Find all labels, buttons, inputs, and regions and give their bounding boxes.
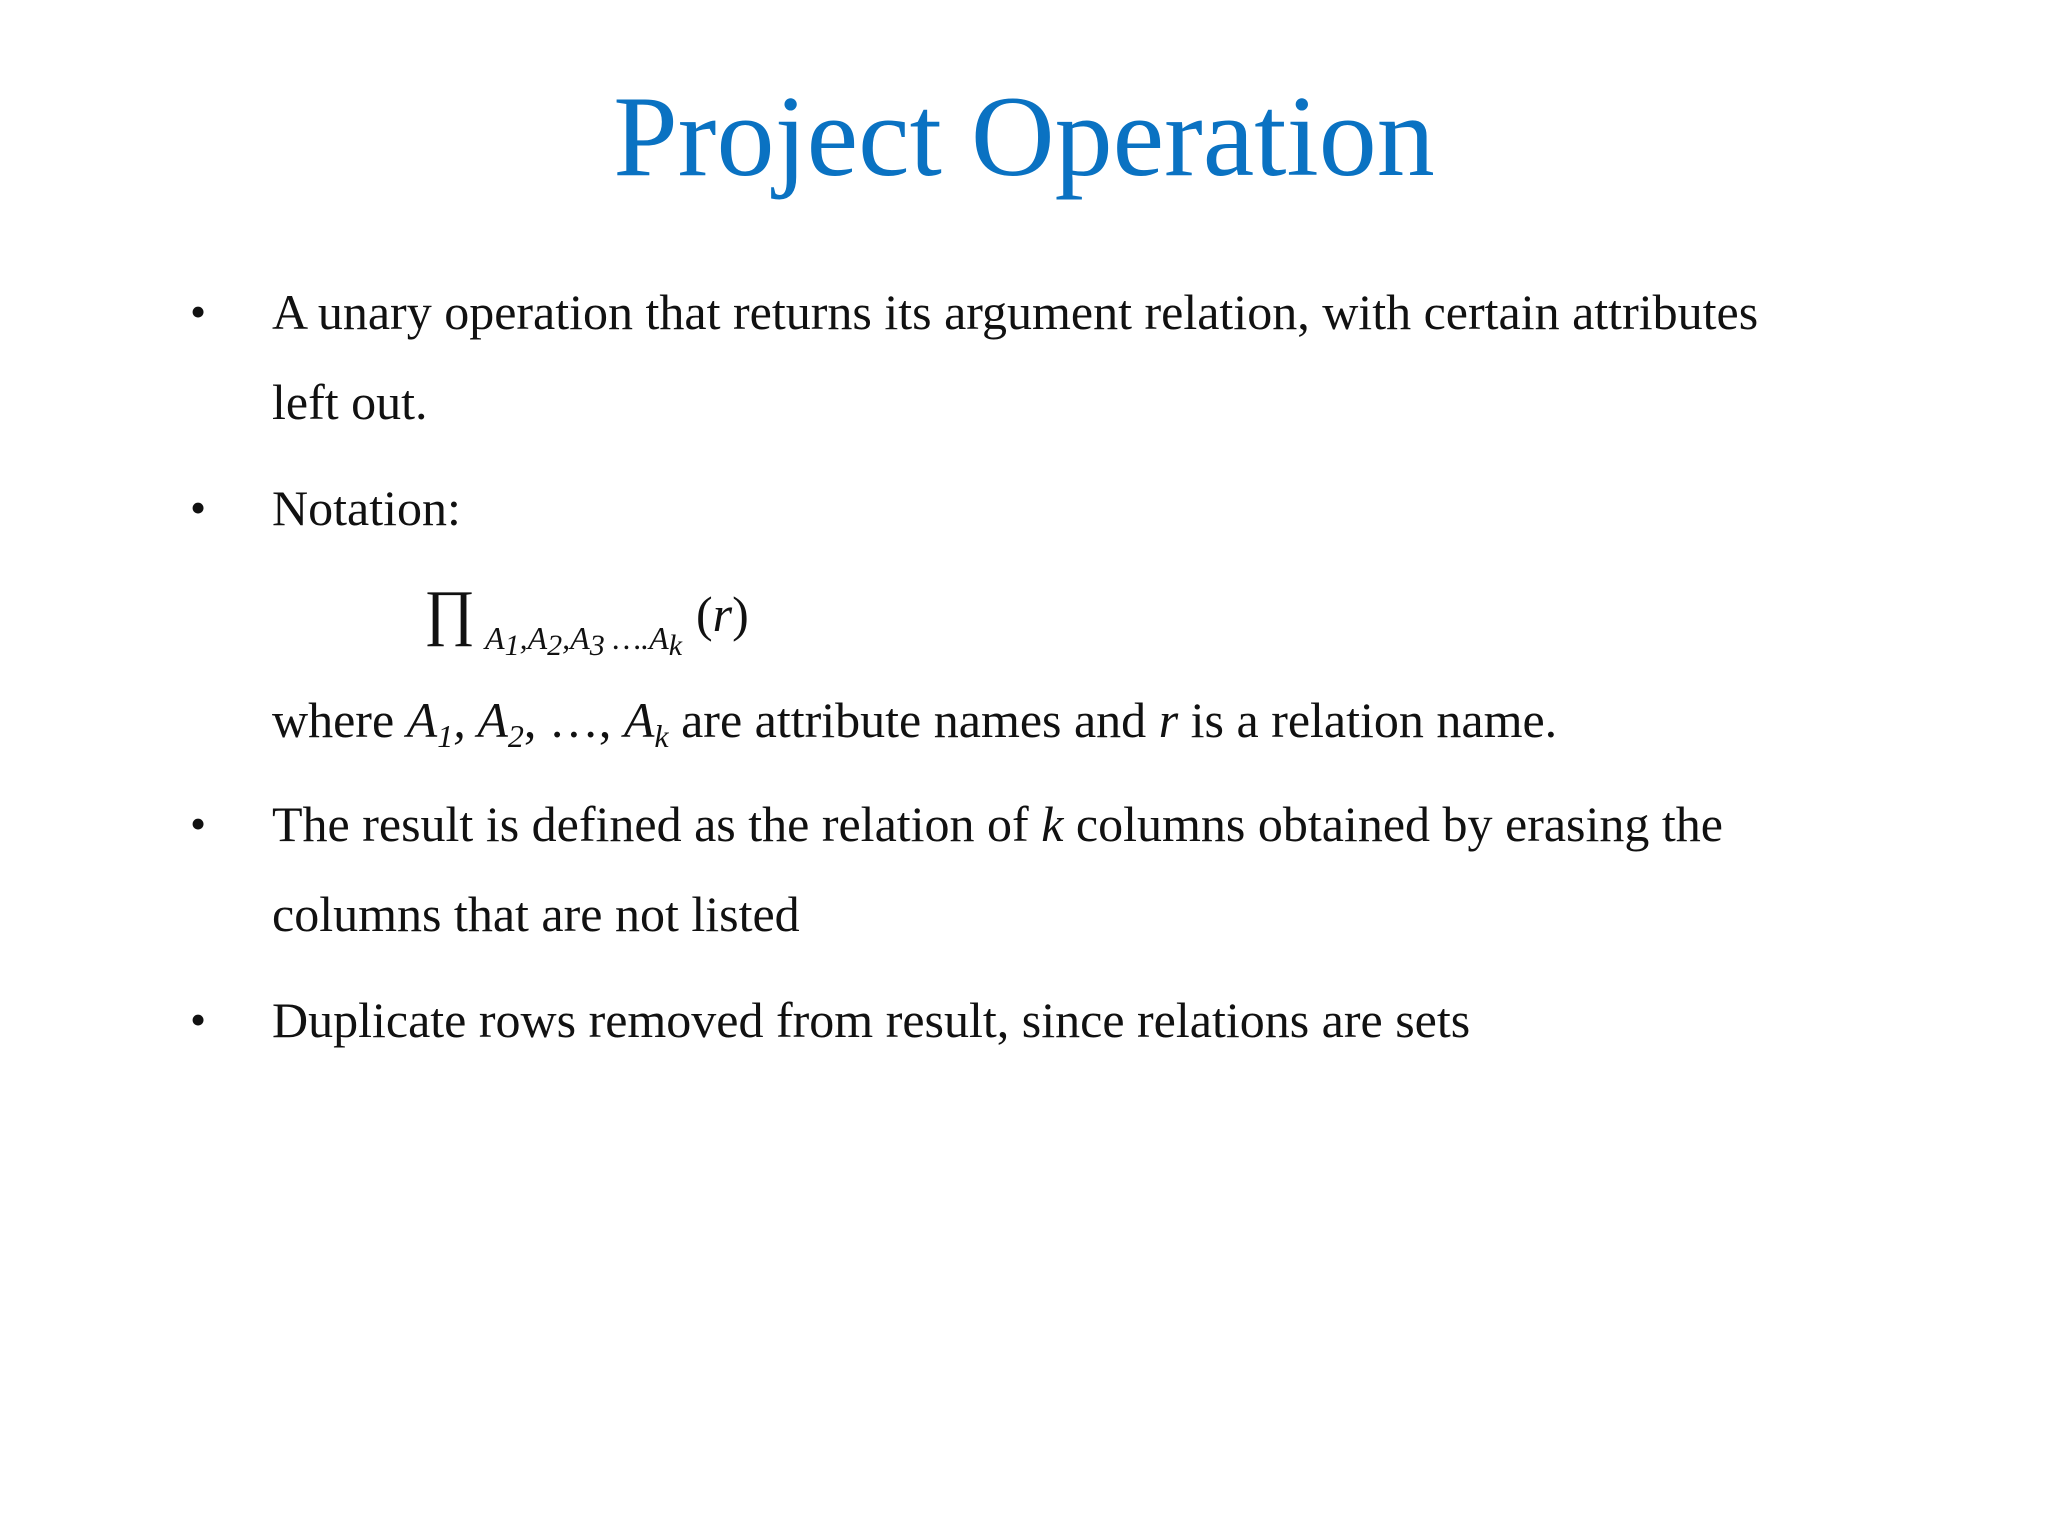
bullet2-label: Notation: [272, 480, 461, 536]
formula-subscript: A1,A2,A3 ….Ak [485, 620, 683, 662]
bullet3-line1: The result is defined as the relation of k columns obtained by erasing the [272, 796, 1723, 852]
bullet1-line1: A unary operation that returns its argument relation, with certain attributes [272, 284, 1759, 340]
where-line: where $A_1$, $A_2$, …, $A_k$ are attribute names and r is a relation name. [272, 692, 1558, 754]
bullet-marker: • [190, 286, 207, 337]
bullet-marker: • [190, 994, 207, 1045]
bullet3-line2: columns that are not listed [272, 886, 800, 942]
bullet4-text: Duplicate rows removed from result, since relations are sets [272, 992, 1471, 1048]
projection-operator: ∏ [424, 579, 476, 647]
bullet-marker: • [190, 482, 207, 533]
slide-title: Project Operation [613, 73, 1435, 201]
projection-formula [424, 578, 749, 663]
bullet1-line2: left out. [272, 374, 428, 430]
bullet-marker: • [190, 798, 207, 849]
formula-argument: (r) [696, 586, 749, 642]
